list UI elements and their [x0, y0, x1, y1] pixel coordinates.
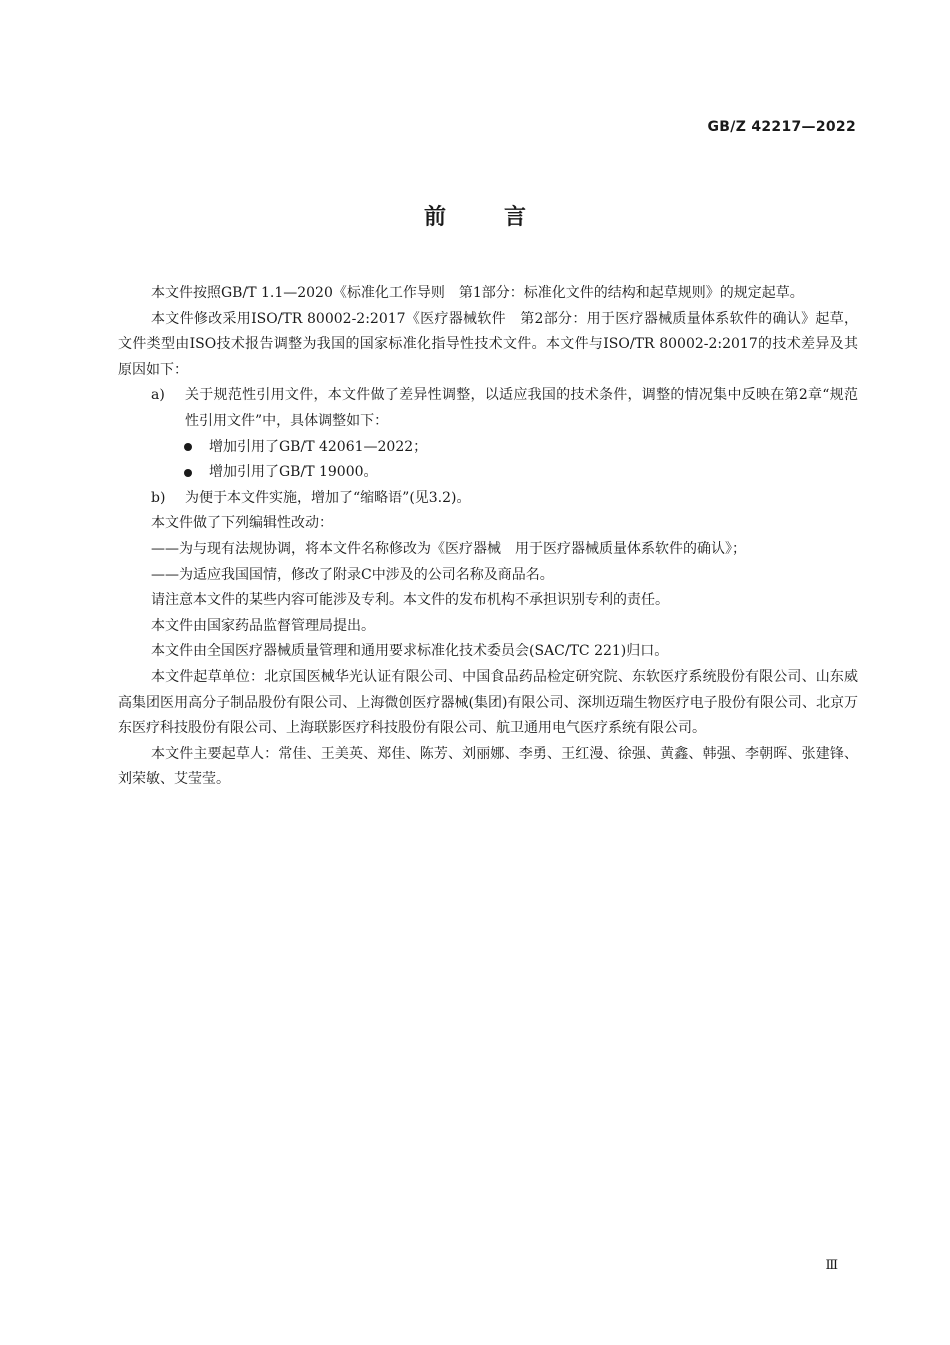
- dash-item-1: ——为与现有法规协调，将本文件名称修改为《医疗器械 用于医疗器械质量体系软件的确认》；: [151, 540, 746, 557]
- foreword-body: [118, 281, 858, 793]
- bullet-item-1: [118, 435, 858, 461]
- paragraph-proposer: 本文件由国家药品监督管理局提出。: [151, 617, 375, 634]
- page-title: 前言: [423, 205, 584, 230]
- list-item-a: [118, 383, 858, 434]
- paragraph-committee: 本文件由全国医疗器械质量管理和通用要求标准化技术委员会(SAC/TC 221)归口。: [151, 643, 669, 660]
- paragraph-drafting-units: 本文件起草单位：北京国医械华光认证有限公司、中国食品药品检定研究院、东软医疗系统股份有限公司、山东威高集团医用高分子制品股份有限公司、上海微创医疗器械(集团)有限公司、深圳迈瑞生物医疗电子股份有限公司、北京万东医疗科技股份有限公司、上海联影医疗科技股份有限公司、航卫通用电气医疗系统有限公司。: [118, 668, 858, 737]
- bullet-text-1: 增加引用了GB/T 42061—2022；: [209, 438, 428, 455]
- bullet-text-2: 增加引用了GB/T 19000。: [209, 464, 378, 481]
- page-number: Ⅲ: [825, 1258, 838, 1273]
- list-text-b: 为便于本文件实施，增加了“缩略语”(见3.2)。: [185, 489, 471, 506]
- bullet-dot-icon: [184, 443, 192, 451]
- bullet-item-2: [118, 460, 858, 486]
- paragraph-patent-notice: 请注意本文件的某些内容可能涉及专利。本文件的发布机构不承担识别专利的责任。: [151, 592, 669, 609]
- list-marker-a: a): [151, 387, 165, 404]
- paragraph-drafters: 本文件主要起草人：常佳、王美英、郑佳、陈芳、刘丽娜、李勇、王红漫、徐强、黄鑫、韩强、李朝晖、张建锋、刘荣敏、艾莹莹。: [118, 745, 858, 788]
- list-text-a: 关于规范性引用文件，本文件做了差异性调整，以适应我国的技术条件，调整的情况集中反映在第2章“规范性引用文件”中，具体调整如下：: [185, 387, 858, 429]
- dash-item-2: ——为适应我国国情，修改了附录C中涉及的公司名称及商品名。: [151, 566, 554, 583]
- paragraph-drafting-rules: 本文件按照GB/T 1.1—2020《标准化工作导则 第1部分：标准化文件的结构和起草规则》的规定起草。: [151, 285, 804, 301]
- paragraph-adoption: 本文件修改采用ISO/TR 80002-2:2017《医疗器械软件 第2部分：用于医疗器械质量体系软件的确认》起草，文件类型由ISO技术报告调整为我国的国家标准化指导性技术文件。本文件与ISO/TR 80002-2:2017的技术差异及其原因如下：: [118, 310, 858, 378]
- bullet-dot-icon: [184, 469, 192, 477]
- list-item-b: [118, 486, 858, 512]
- list-marker-b: b): [151, 489, 166, 506]
- standard-number: GB/Z 42217—2022: [707, 119, 856, 135]
- paragraph-editorial-changes: 本文件做了下列编辑性改动：: [151, 515, 333, 532]
